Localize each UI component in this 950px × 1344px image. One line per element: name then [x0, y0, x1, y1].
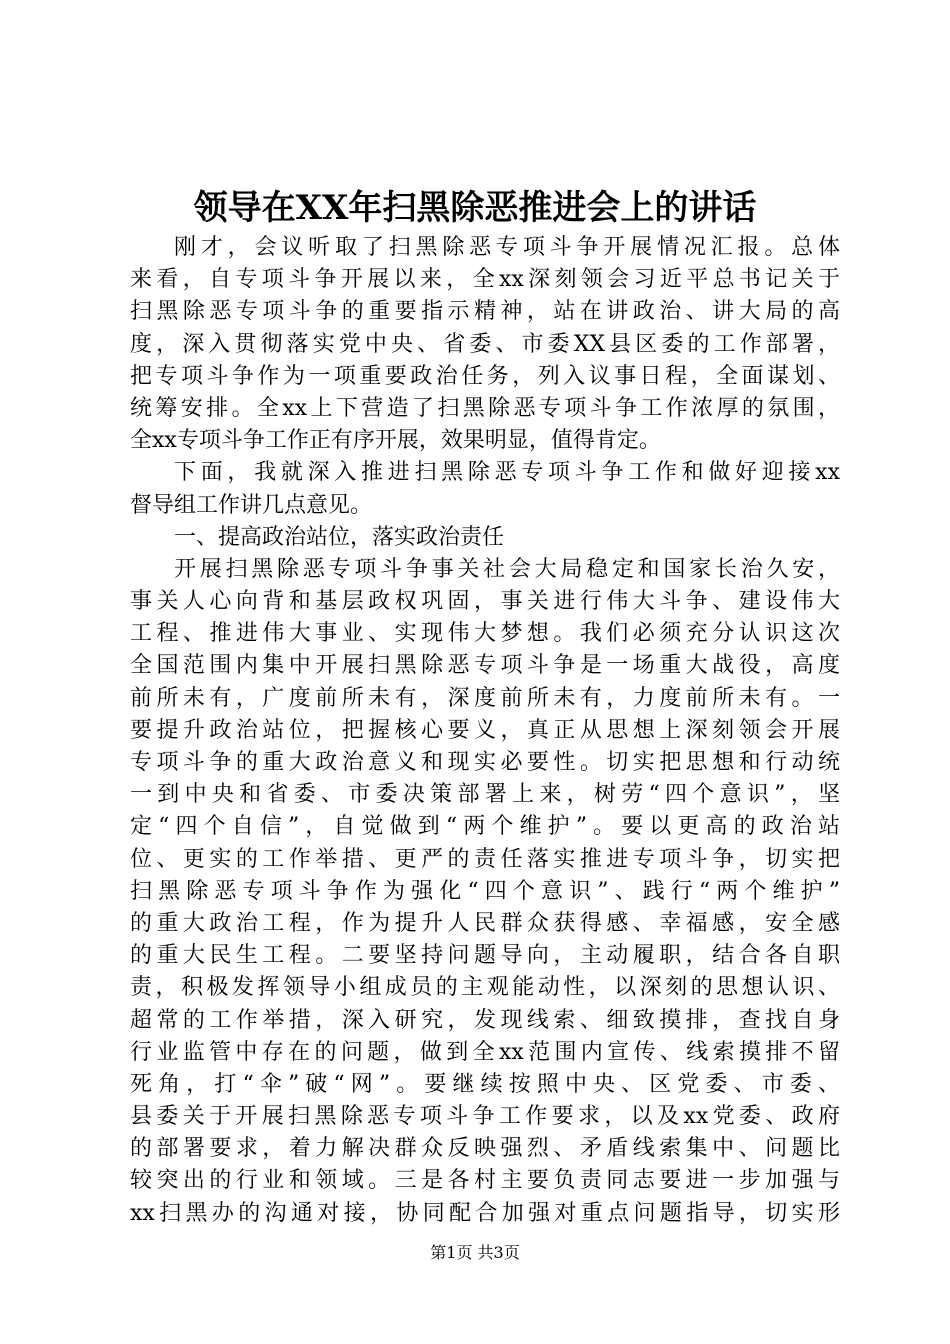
text-line: 全xx专项斗争工作正有序开展，效果明显，值得肯定。 [130, 428, 661, 454]
text-line: 较突出的行业和领域。三是各村主要负责同志要进一步加强与 [130, 1168, 840, 1194]
text-line: 扫黑除恶专项斗争作为强化“四个意识”、践行“两个维护” [130, 878, 840, 904]
text-line: 责，积极发挥领导小组成员的主观能动性，以深刻的思想认识、 [130, 975, 840, 1001]
text-line: 要提升政治站位，把握核心要义，真正从思想上深刻领会开展 [130, 717, 840, 743]
text-line: 统筹安排。全xx上下营造了扫黑除恶专项斗争工作浓厚的氛围， [130, 395, 840, 421]
text-line: 的重大民生工程。二要坚持问题导向，主动履职，结合各自职 [130, 943, 840, 969]
text-line: 一、提高政治站位，落实政治责任 [174, 524, 505, 550]
text-line: 行业监管中存在的问题，做到全xx范围内宣传、线索摸排不留 [130, 1039, 840, 1065]
text-line: 工程、推进伟大事业、实现伟大梦想。我们必须充分认识这次 [130, 621, 840, 647]
text-line: 下面，我就深入推进扫黑除恶专项斗争工作和做好迎接xx [174, 460, 840, 486]
text-line: 扫黑除恶专项斗争的重要指示精神，站在讲政治、讲大局的高 [130, 299, 840, 325]
text-line: 刚才，会议听取了扫黑除恶专项斗争开展情况汇报。总体 [174, 235, 840, 260]
text-line: 度，深入贯彻落实党中央、省委、市委XX县区委的工作部署， [130, 331, 840, 357]
page-footer: 第1页 共3页 [430, 1243, 520, 1262]
text-line: 定“四个自信”，自觉做到“两个维护”。要以更高的政治站 [130, 814, 840, 840]
text-line: 全国范围内集中开展扫黑除恶专项斗争是一场重大战役，高度 [130, 653, 840, 679]
text-line: 死角，打“伞”破“网”。要继续按照中央、区党委、市委、 [130, 1071, 840, 1097]
text-line: 的重大政治工程，作为提升人民群众获得感、幸福感，安全感 [130, 910, 840, 936]
text-line: 超常的工作举措，深入研究，发现线索、细致摸排，查找自身 [130, 1007, 840, 1033]
text-line: 位、更实的工作举措、更严的责任落实推进专项斗争，切实把 [130, 846, 840, 872]
document-body [130, 232, 840, 1230]
text-line: 前所未有，广度前所未有，深度前所未有，力度前所未有。一 [130, 685, 840, 711]
text-line: 督导组工作讲几点意见。 [130, 492, 373, 518]
text-line: 事关人心向背和基层政权巩固，事关进行伟大斗争、建设伟大 [130, 589, 840, 615]
text-line: 的部署要求，着力解决群众反映强烈、矛盾线索集中、问题比 [130, 1136, 840, 1162]
text-line: 一到中央和省委、市委决策部署上来，树劳“四个意识”，坚 [130, 782, 840, 808]
text-line: 专项斗争的重大政治意义和现实必要性。切实把思想和行动统 [130, 750, 840, 775]
text-line: 把专项斗争作为一项重要政治任务，列入议事日程，全面谋划、 [130, 363, 840, 389]
text-line: 来看，自专项斗争开展以来，全xx深刻领会习近平总书记关于 [130, 267, 840, 293]
text-line: 县委关于开展扫黑除恶专项斗争工作要求，以及xx党委、政府 [130, 1104, 840, 1130]
document-title: 领导在XX年扫黑除恶推进会上的讲话 [193, 188, 757, 228]
text-line: 开展扫黑除恶专项斗争事关社会大局稳定和国家长治久安， [174, 556, 840, 582]
text-line: xx扫黑办的沟通对接，协同配合加强对重点问题指导，切实形 [130, 1200, 840, 1226]
